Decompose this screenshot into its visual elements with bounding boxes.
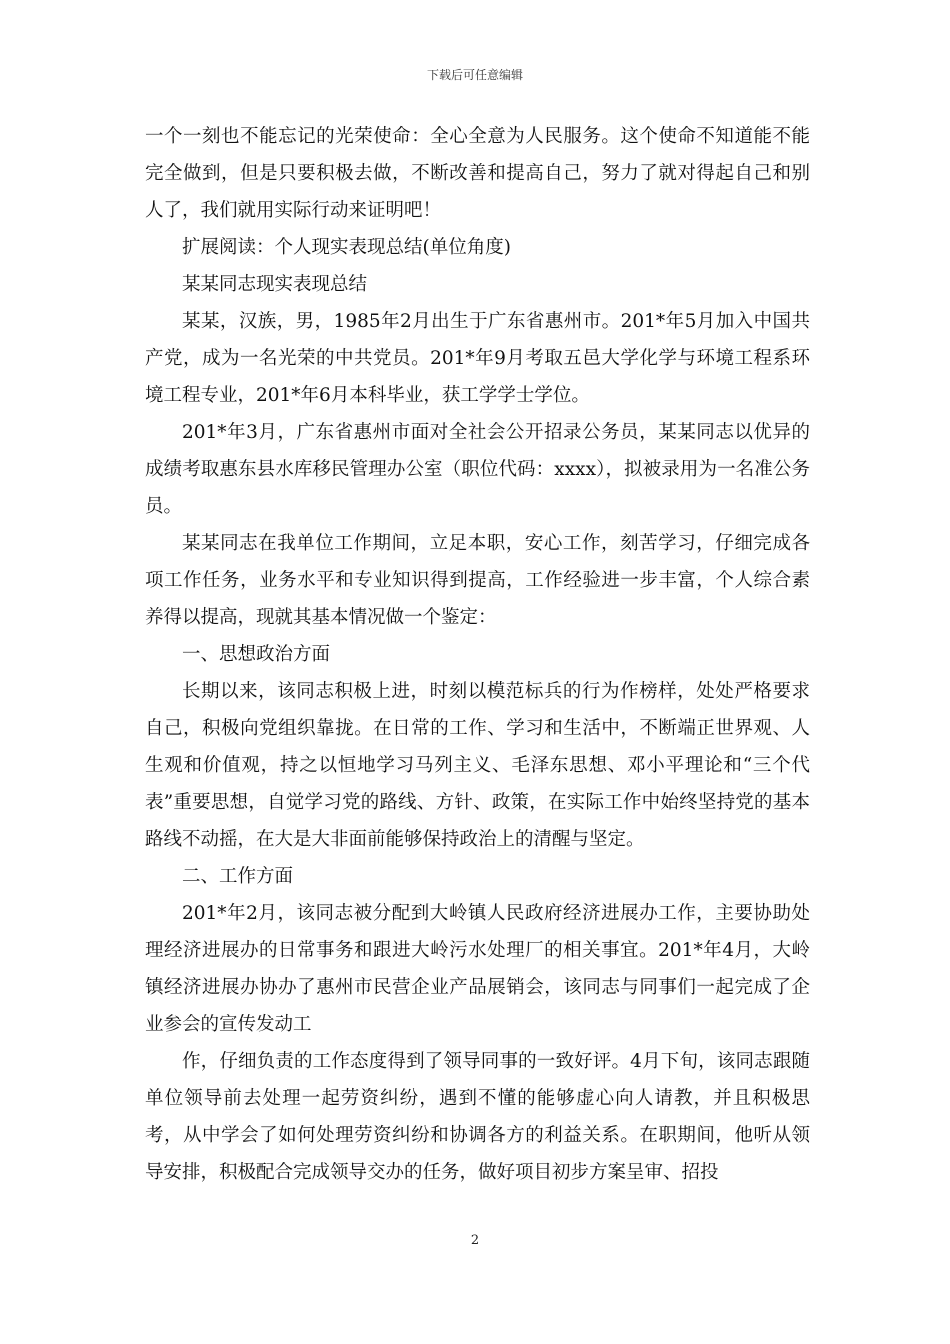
paragraph-mission: 一个一刻也不能忘记的光荣使命：全心全意为人民服务。这个使命不知道能不能完全做到，但是只要积极去做，不断改善和提高自己，努力了就对得起自己和别人了，我们就用实际行动来证明吧！: [145, 126, 810, 221]
paragraph-recruitment: 201*年3月，广东省惠州市面对全社会公开招录公务员，某某同志以优异的成绩考取惠东县水库移民管理办公室（职位代码：xxxx），拟被录用为一名准公务员。: [145, 422, 810, 517]
paragraph-work-1: 201*年2月，该同志被分配到大岭镇人民政府经济进展办工作，主要协助处理经济进展办的日常事务和跟进大岭污水处理厂的相关事宜。201*年4月，大岭镇经济进展办协办了惠州市民营企业产品展销会，该同志与同事们一起完成了企业参会的宣传发动工: [145, 903, 810, 1035]
paragraph-personal-info: 某某，汉族，男，1985年2月出生于广东省惠州市。201*年5月加入中国共产党，成为一名光荣的中共党员。201*年9月考取五邑大学化学与环境工程系环境工程专业，201*年6月本科毕业，获工学学士学位。: [145, 311, 810, 406]
paragraph-extended-reading: 扩展阅读：个人现实表现总结(单位角度): [182, 237, 511, 258]
paragraph-political: 长期以来，该同志积极上进，时刻以模范标兵的行为作榜样，处处严格要求自己，积极向党组织靠拢。在日常的工作、学习和生活中，不断端正世界观、人生观和价值观，持之以恒地学习马列主义、毛泽东思想、邓小平理论和“三个代表”重要思想，自觉学习党的路线、方针、政策，在实际工作中始终坚持党的基本路线不动摇，在大是大非面前能够保持政治上的清醒与坚定。: [145, 681, 810, 850]
section-heading-political: 一、思想政治方面: [182, 644, 331, 665]
page-header: 下载后可任意编辑: [426, 68, 523, 82]
page-number: 2: [470, 1233, 480, 1248]
paragraph-work-overview: 某某同志在我单位工作期间，立足本职，安心工作，刻苦学习，仔细完成各项工作任务，业务水平和专业知识得到提高，工作经验进一步丰富，个人综合素养得以提高，现就其基本情况做一个鉴定：: [145, 533, 810, 628]
document-body: [145, 118, 810, 1191]
paragraph-work-2: 作，仔细负责的工作态度得到了领导同事的一致好评。4月下旬，该同志跟随单位领导前去处理一起劳资纠纷，遇到不懂的能够虚心向人请教，并且积极思考，从中学会了如何处理劳资纠纷和协调各方的利益关系。在职期间，他听从领导安排，积极配合完成领导交办的任务，做好项目初步方案呈审、招投: [145, 1051, 810, 1183]
paragraph-summary-title: 某某同志现实表现总结: [182, 274, 368, 295]
section-heading-work: 二、工作方面: [182, 866, 294, 887]
